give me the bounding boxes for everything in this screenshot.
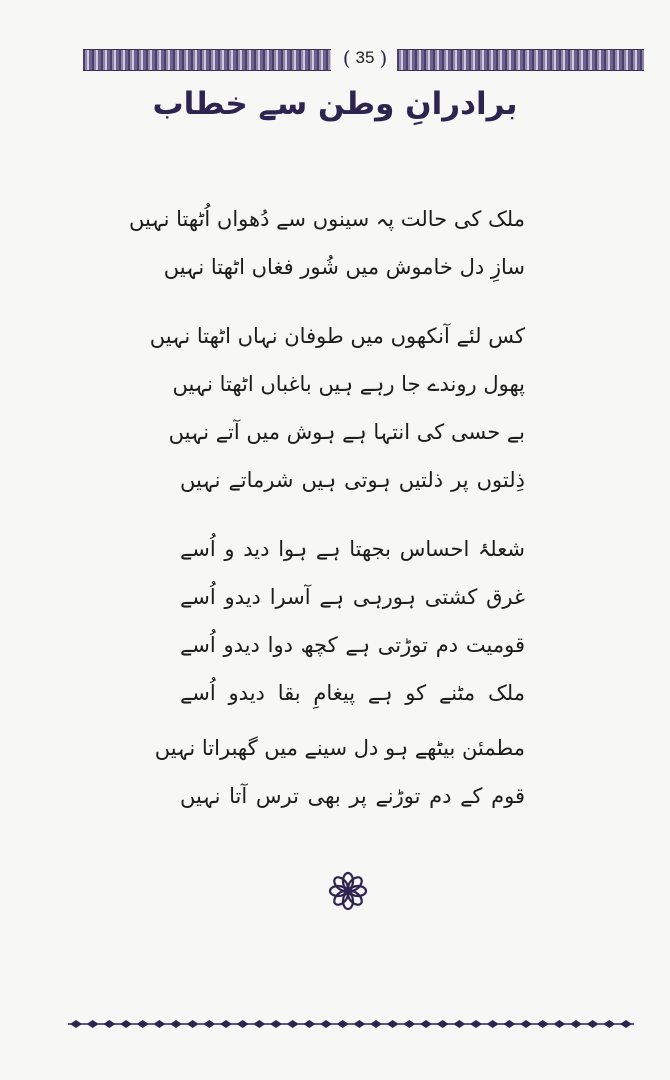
diamond-link: [587, 1020, 599, 1028]
diamond-link: [370, 1020, 382, 1028]
poem-title: برادرانِ وطن سے خطاب: [152, 86, 518, 122]
diamond-link: [237, 1020, 249, 1028]
diamond-link: [287, 1020, 299, 1028]
page-number-paren-open: (: [342, 46, 351, 70]
verse-line: قوم کے دم توڑنے پر بھی ترس آتا نہیں: [180, 784, 525, 808]
diamond-link: [253, 1020, 265, 1028]
verse-line: ملک کی حالت پہ سینوں سے دُھواں اُٹھتا نہیں: [129, 207, 525, 231]
diamond-link: [620, 1020, 632, 1028]
diamond-link: [137, 1020, 149, 1028]
page-number-badge: [338, 45, 392, 71]
diamond-link: [537, 1020, 549, 1028]
diamond-link: [403, 1020, 415, 1028]
diamond-link: [203, 1020, 215, 1028]
diamond-link: [187, 1020, 199, 1028]
diamond-link: [453, 1020, 465, 1028]
diamond-link: [487, 1020, 499, 1028]
verse-line: غرق کشتی ہورہی ہے آسرا دیدو اُسے: [180, 585, 525, 609]
diamond-link: [170, 1020, 182, 1028]
diamond-link: [570, 1020, 582, 1028]
diamond-link: [220, 1020, 232, 1028]
diamond-link: [420, 1020, 432, 1028]
diamond-chain-border: [68, 1014, 634, 1034]
stanza-1: [129, 195, 525, 291]
verse-line: شعلۂ احساس بجھتا ہے ہوا دید و اُسے: [180, 537, 525, 561]
top-ornament-band: [83, 46, 644, 70]
verse-line: کس لئے آنکھوں میں طوفان نہاں اٹھتا نہیں: [149, 324, 525, 348]
stanza-3: [180, 525, 525, 717]
verse-line: ذِلتوں پر ذلتیں ہوتی ہیں شرماتے نہیں: [180, 468, 525, 492]
stanza-2: [149, 312, 525, 504]
top-ornament-left: [83, 49, 331, 71]
diamond-link: [337, 1020, 349, 1028]
diamond-link: [553, 1020, 565, 1028]
diamond-link: [153, 1020, 165, 1028]
stanza-4: [154, 724, 525, 820]
diamond-link: [320, 1020, 332, 1028]
diamond-link: [503, 1020, 515, 1028]
diamond-link: [103, 1020, 115, 1028]
top-ornament-right: [397, 49, 644, 71]
diamond-link: [270, 1020, 282, 1028]
verse-line: بے حسی کی انتہا ہے ہوش میں آتے نہیں: [168, 420, 525, 444]
page-number: 35: [355, 48, 375, 67]
verse-line: سازِ دل خاموش میں شُور فغاں اٹھتا نہیں: [163, 255, 525, 279]
flower-ornament-icon: [328, 871, 368, 911]
page-number-paren-close: ): [379, 46, 388, 70]
diamond-link: [303, 1020, 315, 1028]
diamond-link: [520, 1020, 532, 1028]
diamond-link: [437, 1020, 449, 1028]
verse-line: پھول روندے جا رہے ہیں باغباں اٹھتا نہیں: [172, 372, 525, 396]
diamond-link: [87, 1020, 99, 1028]
verse-line: مطمئن بیٹھے ہو دل سینے میں گھبراتا نہیں: [154, 736, 525, 760]
verse-line: ملک مٹنے کو ہے پیغامِ بقا دیدو اُسے: [180, 681, 525, 705]
diamond-link: [353, 1020, 365, 1028]
diamond-link: [70, 1020, 82, 1028]
diamond-link: [387, 1020, 399, 1028]
diamond-link: [470, 1020, 482, 1028]
diamond-link: [603, 1020, 615, 1028]
diamond-link: [120, 1020, 132, 1028]
verse-line: قومیت دم توڑتی ہے کچھ دوا دیدو اُسے: [180, 633, 525, 657]
